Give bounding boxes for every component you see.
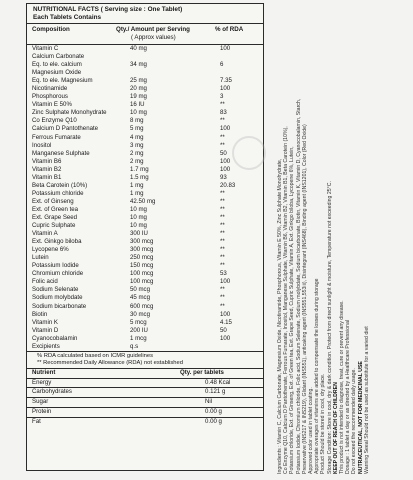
nutrient-row bbox=[27, 388, 263, 398]
ingredient-qty: 200 IU bbox=[130, 326, 148, 334]
ingredient-qty: 4 mg bbox=[130, 133, 144, 141]
ingredient-rda: ** bbox=[220, 294, 225, 302]
composition-row bbox=[27, 125, 263, 133]
side-text-area bbox=[277, 6, 412, 474]
ingredient-name: Vitamin B6 bbox=[32, 157, 62, 165]
ingredient-qty: 8 mg bbox=[130, 117, 144, 125]
ingredient-rda: 83 bbox=[220, 109, 227, 117]
ingredient-name: Ext. of Green tea bbox=[32, 205, 79, 213]
ingredient-rda: 100 bbox=[220, 85, 231, 93]
ingredient-qty: 10 mg bbox=[130, 205, 147, 213]
ingredient-qty: 600 mcg bbox=[130, 302, 154, 310]
ingredient-qty: 1 mg bbox=[130, 189, 144, 197]
column-qty-sub: ( Approx values) bbox=[131, 34, 176, 41]
composition-row bbox=[27, 222, 263, 230]
ingredient-name: Ext. of Ginseng bbox=[32, 197, 74, 205]
footnote-rda: % RDA calculated based on ICMR guidelines bbox=[37, 352, 153, 359]
ingredient-qty: 2 mg bbox=[130, 149, 144, 157]
side-text-line: Dosage : 1 tablet a day or as directed by a Healthcare Professional bbox=[345, 320, 352, 474]
side-text-line: Warning Seeal Should not be used as substitute for a varied diet bbox=[363, 326, 370, 474]
side-text-line: Do not exceed the recommended daily usage. bbox=[351, 368, 358, 474]
ingredient-qty: q.s bbox=[130, 342, 139, 350]
nutrient-header-name: Nutrient bbox=[32, 368, 56, 376]
ingredient-name: Potassium chloride bbox=[32, 189, 84, 197]
side-text-line: Potassium chloride, Ext. of Ginseng, Ext. of Green tea, Ext. Grape Seed, Cupric Sulphate, Vitamin A, Ext. Ginkgo biloba, Lycopene 6%, Lutein, bbox=[289, 146, 296, 474]
ingredient-qty: 1 mcg bbox=[130, 334, 147, 342]
composition-row bbox=[27, 286, 263, 294]
ingredient-rda: ** bbox=[220, 117, 225, 125]
column-rda: % of RDA bbox=[215, 26, 244, 33]
ingredient-name: Co Enzyme Q10 bbox=[32, 117, 77, 125]
footnote-rda-not-established: ** Recommended Daily Allowance (RDA) not established bbox=[37, 359, 183, 366]
ingredient-name: Lycopene 6% bbox=[32, 246, 69, 254]
ingredient-qty: 3 mg bbox=[130, 141, 144, 149]
ingredient-name: Vitamin E 50% bbox=[32, 101, 72, 109]
ingredient-name: Sodium molybdate bbox=[32, 294, 83, 302]
side-text-line: Appropriate overages of vitamins are added to compensate the losses during storage bbox=[314, 278, 321, 474]
ingredient-rda: ** bbox=[220, 141, 225, 149]
composition-row bbox=[27, 77, 263, 85]
ingredient-qty: 50 mcg bbox=[130, 286, 150, 294]
ingredient-name: Vitamin B1 bbox=[32, 173, 62, 181]
ingredient-rda: 53 bbox=[220, 270, 227, 278]
composition-row bbox=[27, 294, 263, 302]
ingredient-qty: 42.50 mg bbox=[130, 197, 156, 205]
ingredient-name: Biotin bbox=[32, 310, 48, 318]
ingredient-rda: 100 bbox=[220, 334, 231, 342]
composition-row bbox=[27, 69, 263, 77]
composition-row bbox=[27, 198, 263, 206]
ingredient-rda: ** bbox=[220, 254, 225, 262]
nutrition-title: NUTRITIONAL FACTS ( Serving size : One Tablet) bbox=[33, 6, 183, 13]
composition-row bbox=[27, 278, 263, 286]
ingredient-rda: 50 bbox=[220, 149, 227, 157]
composition-row bbox=[27, 61, 263, 69]
ingredient-name: Beta Carotein (10%) bbox=[32, 181, 88, 189]
composition-row bbox=[27, 142, 263, 150]
side-text-line: KEEP OUT OF REACH OF CHILDREN bbox=[332, 382, 339, 474]
ingredient-rda: 3 bbox=[220, 93, 224, 101]
nutrient-header-qty: Qty. per tablets bbox=[180, 368, 224, 376]
ingredient-name: Ext. Ginkgo biloba bbox=[32, 238, 82, 246]
ingredient-qty: 250 mcg bbox=[130, 254, 154, 262]
ingredient-qty: 300 mcg bbox=[130, 246, 154, 254]
composition-row bbox=[27, 158, 263, 166]
ingredient-name: Calcium D Pantothenate bbox=[32, 125, 99, 133]
composition-row bbox=[27, 85, 263, 93]
nutrient-value: 0.00 g bbox=[205, 417, 222, 425]
composition-row bbox=[27, 246, 263, 254]
ingredient-name: Ferrous Fumarate bbox=[32, 133, 81, 141]
ingredient-rda: ** bbox=[220, 205, 225, 213]
composition-rows bbox=[27, 45, 263, 351]
nutrient-name: Fat bbox=[32, 417, 41, 425]
composition-row bbox=[27, 262, 263, 270]
ingredient-name: Lutein bbox=[32, 254, 49, 262]
ingredient-rda: 100 bbox=[220, 125, 231, 133]
ingredient-rda: 50 bbox=[220, 326, 227, 334]
ingredient-rda: ** bbox=[220, 222, 225, 230]
ingredient-name: Vitamin A bbox=[32, 230, 58, 238]
composition-row bbox=[27, 182, 263, 190]
composition-row bbox=[27, 166, 263, 174]
ingredient-name: Vitamin D bbox=[32, 326, 59, 334]
ingredient-name: Magnesium Oxide bbox=[32, 69, 82, 77]
composition-row bbox=[27, 319, 263, 327]
composition-row bbox=[27, 174, 263, 182]
composition-row bbox=[27, 190, 263, 198]
ingredient-name: Phosphorous bbox=[32, 93, 68, 101]
composition-row bbox=[27, 270, 263, 278]
ingredient-qty: 150 mcg bbox=[130, 262, 154, 270]
ingredient-name: Cupric Sulphate bbox=[32, 222, 76, 230]
ingredient-rda: ** bbox=[220, 189, 225, 197]
side-text-line: Product Should be stored in cool, dry place. bbox=[320, 373, 327, 474]
ingredient-rda: ** bbox=[220, 101, 225, 109]
composition-row bbox=[27, 327, 263, 335]
side-text-line: Preservative (INS217 & INS219), Glidant (INS551), anticaking agent (INS551,553iii), Disintegrant (INS468), Binding agent (INS1201), Color (Red Oxide) bbox=[301, 124, 308, 474]
ingredient-name: Vitamin K bbox=[32, 318, 58, 326]
nutrient-row bbox=[27, 418, 263, 427]
composition-row bbox=[27, 150, 263, 158]
side-text-line: Approved color used in tablet coating. bbox=[308, 387, 315, 474]
ingredient-qty: 100 mcg bbox=[130, 278, 154, 286]
ingredient-name: Sodium Selenate bbox=[32, 286, 79, 294]
nutrient-name: Energy bbox=[32, 378, 52, 386]
ingredient-qty: 1.5 mg bbox=[130, 173, 149, 181]
side-text-line: NUTRACEUTICAL, NOT FOR MEDICINAL USE bbox=[357, 361, 364, 474]
composition-row bbox=[27, 335, 263, 343]
ingredient-name: Vitamin B2 bbox=[32, 165, 62, 173]
ingredient-rda: ** bbox=[220, 213, 225, 221]
column-composition: Composition bbox=[32, 26, 70, 33]
composition-row bbox=[27, 45, 263, 53]
side-text-line: Co Enzyme Q10, Calcium D Pantothenate, Ferrous Fumarate, Inositol, Manganese Sulphate, Vitamin B6, Vitamin B2, Vitamin B1, Beta Carotein (10%), bbox=[283, 126, 290, 474]
ingredient-rda: 100 bbox=[220, 45, 231, 52]
ingredient-name: Folic acid bbox=[32, 278, 58, 286]
ingredient-rda: 100 bbox=[220, 310, 231, 318]
ingredient-name: Cyanocobalamin bbox=[32, 334, 78, 342]
ingredient-rda: ** bbox=[220, 238, 225, 246]
ingredient-qty: 10 mg bbox=[130, 222, 147, 230]
ingredient-rda: ** bbox=[220, 133, 225, 141]
ingredient-qty: 10 mg bbox=[130, 109, 147, 117]
ingredient-name: Chromium chloride bbox=[32, 270, 84, 278]
nutrient-name: Protein bbox=[32, 407, 52, 415]
nutrient-name: Carbohydrates bbox=[32, 388, 72, 396]
ingredient-name: Inositol bbox=[32, 141, 52, 149]
composition-row bbox=[27, 53, 263, 61]
composition-row bbox=[27, 101, 263, 109]
ingredient-name: Vitamin C bbox=[32, 45, 59, 52]
ingredient-qty: 34 mg bbox=[130, 61, 147, 69]
ingredient-qty: 16 IU bbox=[130, 101, 145, 109]
ingredient-qty: 1 mg bbox=[130, 181, 144, 189]
ingredient-rda: 6 bbox=[220, 61, 224, 69]
watermark-circle bbox=[232, 136, 266, 170]
rotated-ingredients-text bbox=[277, 6, 412, 474]
composition-row bbox=[27, 214, 263, 222]
ingredient-qty: 20 mg bbox=[130, 85, 147, 93]
ingredient-rda: 100 bbox=[220, 157, 231, 165]
nutrient-row bbox=[27, 379, 263, 389]
ingredient-rda: ** bbox=[220, 230, 225, 238]
ingredient-rda: ** bbox=[220, 246, 225, 254]
nutrient-row bbox=[27, 408, 263, 418]
nutrition-facts-panel bbox=[26, 3, 264, 471]
ingredient-qty: 1.7 mg bbox=[130, 165, 149, 173]
composition-row bbox=[27, 93, 263, 101]
ingredient-name: Manganese Sulphate bbox=[32, 149, 90, 157]
composition-row bbox=[27, 206, 263, 214]
side-text-line: Ingredients : Vitamin C, Calcium Carbonate, Magnesium Oxide, Nicotinamide, Phosphorous, Vitamin E 50%, Zinc Sulphate Monohydrate, bbox=[277, 158, 283, 474]
nutrient-header-row bbox=[27, 369, 263, 379]
ingredient-qty: 10 mg bbox=[130, 213, 147, 221]
ingredient-rda: 93 bbox=[220, 173, 227, 181]
composition-row bbox=[27, 109, 263, 117]
composition-row bbox=[27, 343, 263, 351]
ingredient-qty: 19 mg bbox=[130, 93, 147, 101]
side-text-line: Potassium Iodide, Chromium chloride, Folic acid, Sodium Selenate, Sodium molybdate, Sodium bicarbonate, Biotin, Vitamin K, Vitamin D, Cyanocobalamin, Starch, bbox=[295, 98, 302, 474]
ingredient-qty: 100 mcg bbox=[130, 270, 154, 278]
ingredient-rda: 100 bbox=[220, 278, 231, 286]
nutrient-value: 0.121 g bbox=[205, 388, 226, 396]
composition-row bbox=[27, 254, 263, 262]
nutrient-value: 0.48 Kcal bbox=[205, 378, 231, 386]
composition-row bbox=[27, 134, 263, 142]
composition-row bbox=[27, 230, 263, 238]
ingredient-qty: 300 mcg bbox=[130, 238, 154, 246]
ingredient-rda: 4.15 bbox=[220, 318, 232, 326]
ingredient-name: Excipients bbox=[32, 342, 60, 350]
column-headers bbox=[27, 24, 263, 45]
ingredient-rda: 20.83 bbox=[220, 181, 236, 189]
ingredient-name: Zinc Sulphate Monohydrate bbox=[32, 109, 107, 117]
nutrient-value: 0.00 g bbox=[205, 407, 222, 415]
ingredient-name: Nicotinamide bbox=[32, 85, 68, 93]
ingredient-name: Calcium Carbonate bbox=[32, 53, 85, 61]
nutrient-value: Nil bbox=[205, 398, 213, 406]
nutrition-subtitle: Each Tablets Contains bbox=[33, 13, 102, 21]
ingredient-qty: 45 mcg bbox=[130, 294, 150, 302]
ingredient-name: Eq. to ele. Magnesium bbox=[32, 77, 93, 85]
ingredient-name: Sodium bicarbonate bbox=[32, 302, 87, 310]
ingredient-rda: ** bbox=[220, 286, 225, 294]
ingredient-qty: 25 mg bbox=[130, 77, 147, 85]
ingredient-rda: 7.35 bbox=[220, 77, 232, 85]
column-qty: Qty./ Amount per Serving bbox=[116, 26, 190, 33]
ingredient-name: Potassium Iodide bbox=[32, 262, 79, 270]
ingredient-qty: 5 mcg bbox=[130, 318, 147, 326]
ingredient-rda: ** bbox=[220, 197, 225, 205]
ingredient-rda: ** bbox=[220, 302, 225, 310]
nutrient-table bbox=[27, 368, 263, 427]
side-text-line: Storage Condition: Store in cool, dry & dark condition. Protect from direct sunlight & moisture, Temperature not exceeding 25°C. bbox=[326, 181, 333, 474]
footnotes bbox=[27, 351, 263, 368]
composition-row bbox=[27, 238, 263, 246]
ingredient-qty: 2 mg bbox=[130, 157, 144, 165]
ingredient-rda: ** bbox=[220, 262, 225, 270]
nutrient-name: Sugar bbox=[32, 398, 49, 406]
ingredient-qty: 5 mg bbox=[130, 125, 144, 133]
ingredient-qty: 40 mg bbox=[130, 45, 147, 52]
ingredient-qty: 30 mcg bbox=[130, 310, 150, 318]
nutrient-row bbox=[27, 398, 263, 408]
composition-row bbox=[27, 117, 263, 125]
composition-row bbox=[27, 303, 263, 311]
composition-row bbox=[27, 311, 263, 319]
nutrition-header bbox=[27, 4, 263, 24]
side-text-line: This product is not intended to diagnose, treat, cure or prevent any disease. bbox=[339, 300, 346, 474]
ingredient-name: Eq. to ele. calcium bbox=[32, 61, 82, 69]
ingredient-rda: 100 bbox=[220, 165, 231, 173]
ingredient-qty: 300 IU bbox=[130, 230, 148, 238]
ingredient-name: Ext. Grape Seed bbox=[32, 213, 78, 221]
